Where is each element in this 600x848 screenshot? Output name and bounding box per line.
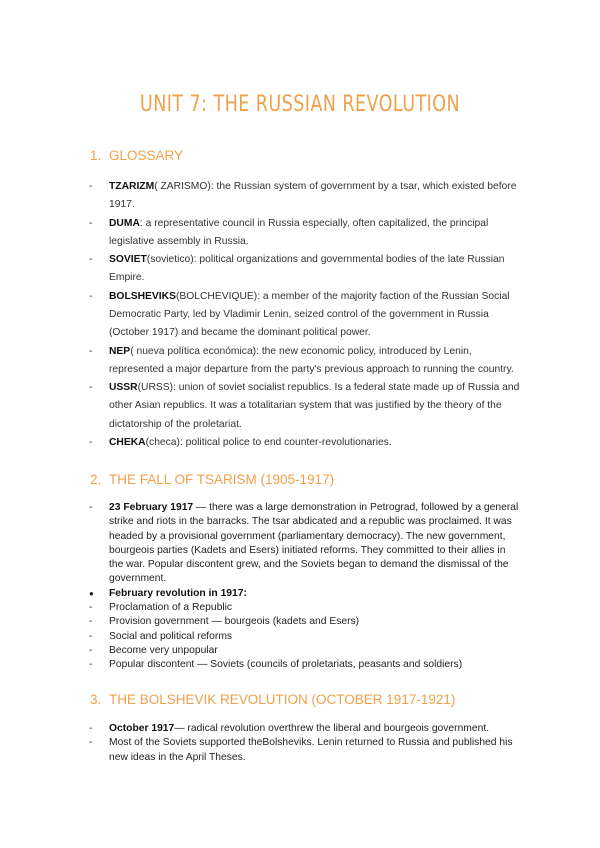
bullet-marker: ●	[89, 588, 94, 598]
event-date: October 1917	[109, 723, 175, 734]
section-heading-fall-of-tsarism	[90, 472, 334, 487]
event-date: 23 February 1917	[109, 502, 194, 513]
dash-marker: -	[89, 345, 93, 357]
list-item	[89, 587, 521, 601]
glossary-item	[89, 251, 521, 287]
section-title: THE FALL OF TSARISM (1905-1917)	[109, 472, 335, 487]
dash-marker: -	[89, 644, 93, 656]
glossary-definition: : a representative council in Russia especially, often capitalized, the principal legislative assembly in Russia.	[109, 217, 489, 247]
glossary-item	[89, 434, 521, 452]
section-heading-glossary	[90, 148, 183, 163]
glossary-list	[89, 178, 521, 452]
glossary-definition: (checa): political police to end counter-revolutionaries.	[145, 436, 392, 448]
point-text: Popular discontent — Soviets (councils of proletariats, peasants and soldiers)	[109, 659, 463, 671]
glossary-item	[89, 215, 521, 251]
section-heading-bolshevik-revolution	[90, 692, 455, 707]
list-item	[89, 644, 521, 658]
dash-marker: -	[89, 502, 93, 513]
glossary-term: NEP	[109, 345, 131, 357]
dash-marker: -	[89, 436, 93, 448]
fall-of-tsarism-list	[89, 501, 521, 673]
list-item	[89, 722, 521, 736]
glossary-term: USSR	[109, 382, 138, 394]
bolshevik-revolution-list	[89, 722, 521, 765]
glossary-item	[89, 379, 521, 434]
list-item	[89, 501, 521, 587]
list-item	[89, 736, 521, 765]
glossary-term: BOLSHEVIKS	[109, 290, 176, 302]
glossary-term: SOVIET	[109, 254, 147, 266]
event-text: — there was a large demonstration in Petrograd, followed by a general strike and riots in the barracks. The tsar abdicated and a republic was proclaimed. It was headed by a provisional government (parliamentary democracy). The new government, bourgeois parties (Kadets and Esers) initiated reforms. They committed to their allies in the war. Popular discontent grew, and the Soviets began to demand the dismissal of the government.	[109, 502, 519, 585]
list-item	[89, 630, 521, 644]
glossary-definition: (sovietico): political organizations and governmental bodies of the late Russian Empire.	[109, 254, 505, 284]
point-text: Provision government — bourgeois (kadets and Esers)	[109, 616, 360, 628]
glossary-term: TZARIZM	[109, 181, 155, 192]
dash-marker: -	[89, 630, 93, 642]
dash-marker: -	[89, 616, 93, 628]
point-text: Become very unpopular	[109, 644, 218, 656]
event-text: — radical revolution overthrew the liberal and bourgeois government.	[174, 723, 490, 734]
glossary-definition: (URSS): union of soviet socialist republics. Is a federal state made up of Russia and other Asian republics. It was a totalitarian system that was justified by the theory of the dictatorship of the proletariat.	[109, 382, 520, 430]
glossary-definition: ( ZARISMO): the Russian system of government by a tsar, which existed before 1917.	[109, 181, 517, 211]
glossary-definition: ( nueva política económica): the new economic policy, introduced by Lenin, represented a major departure from the party's previous approach to running the country.	[109, 345, 514, 375]
dash-marker: -	[89, 737, 93, 749]
section-number: 3.	[90, 692, 102, 707]
subheading: February revolution in 1917:	[109, 587, 247, 599]
dash-marker: -	[89, 659, 93, 671]
page-title: UNIT 7: THE RUSSIAN REVOLUTION	[139, 92, 461, 117]
dash-marker: -	[89, 290, 93, 302]
list-item	[89, 615, 521, 629]
dash-marker: -	[89, 254, 93, 266]
point-text: Proclamation of a Republic	[109, 602, 233, 614]
glossary-term: CHEKA	[109, 436, 146, 448]
section-number: 2.	[90, 472, 102, 487]
glossary-item	[89, 178, 521, 214]
section-title: GLOSSARY	[109, 148, 184, 163]
event-text: Most of the Soviets supported theBolsheviks. Lenin returned to Russia and published his new ideas in the April Theses.	[109, 737, 513, 763]
section-number: 1.	[90, 148, 102, 163]
list-item	[89, 601, 521, 615]
dash-marker: -	[89, 181, 93, 192]
dash-marker: -	[89, 723, 93, 734]
list-item	[89, 658, 521, 672]
point-text: Social and political reforms	[109, 630, 233, 642]
section-title: THE BOLSHEVIK REVOLUTION (OCTOBER 1917-1921)	[109, 692, 456, 707]
glossary-item	[89, 343, 521, 379]
dash-marker: -	[89, 602, 93, 614]
glossary-definition: (BOLCHEVIQUE): a member of the majority faction of the Russian Social Democratic Party, led by Vladimir Lenin, seized control of the government in Russia (October 1917) and became the dominant political power.	[109, 290, 510, 339]
dash-marker: -	[89, 217, 93, 229]
glossary-term: DUMA	[109, 217, 140, 229]
glossary-item	[89, 288, 521, 343]
dash-marker: -	[89, 382, 93, 394]
